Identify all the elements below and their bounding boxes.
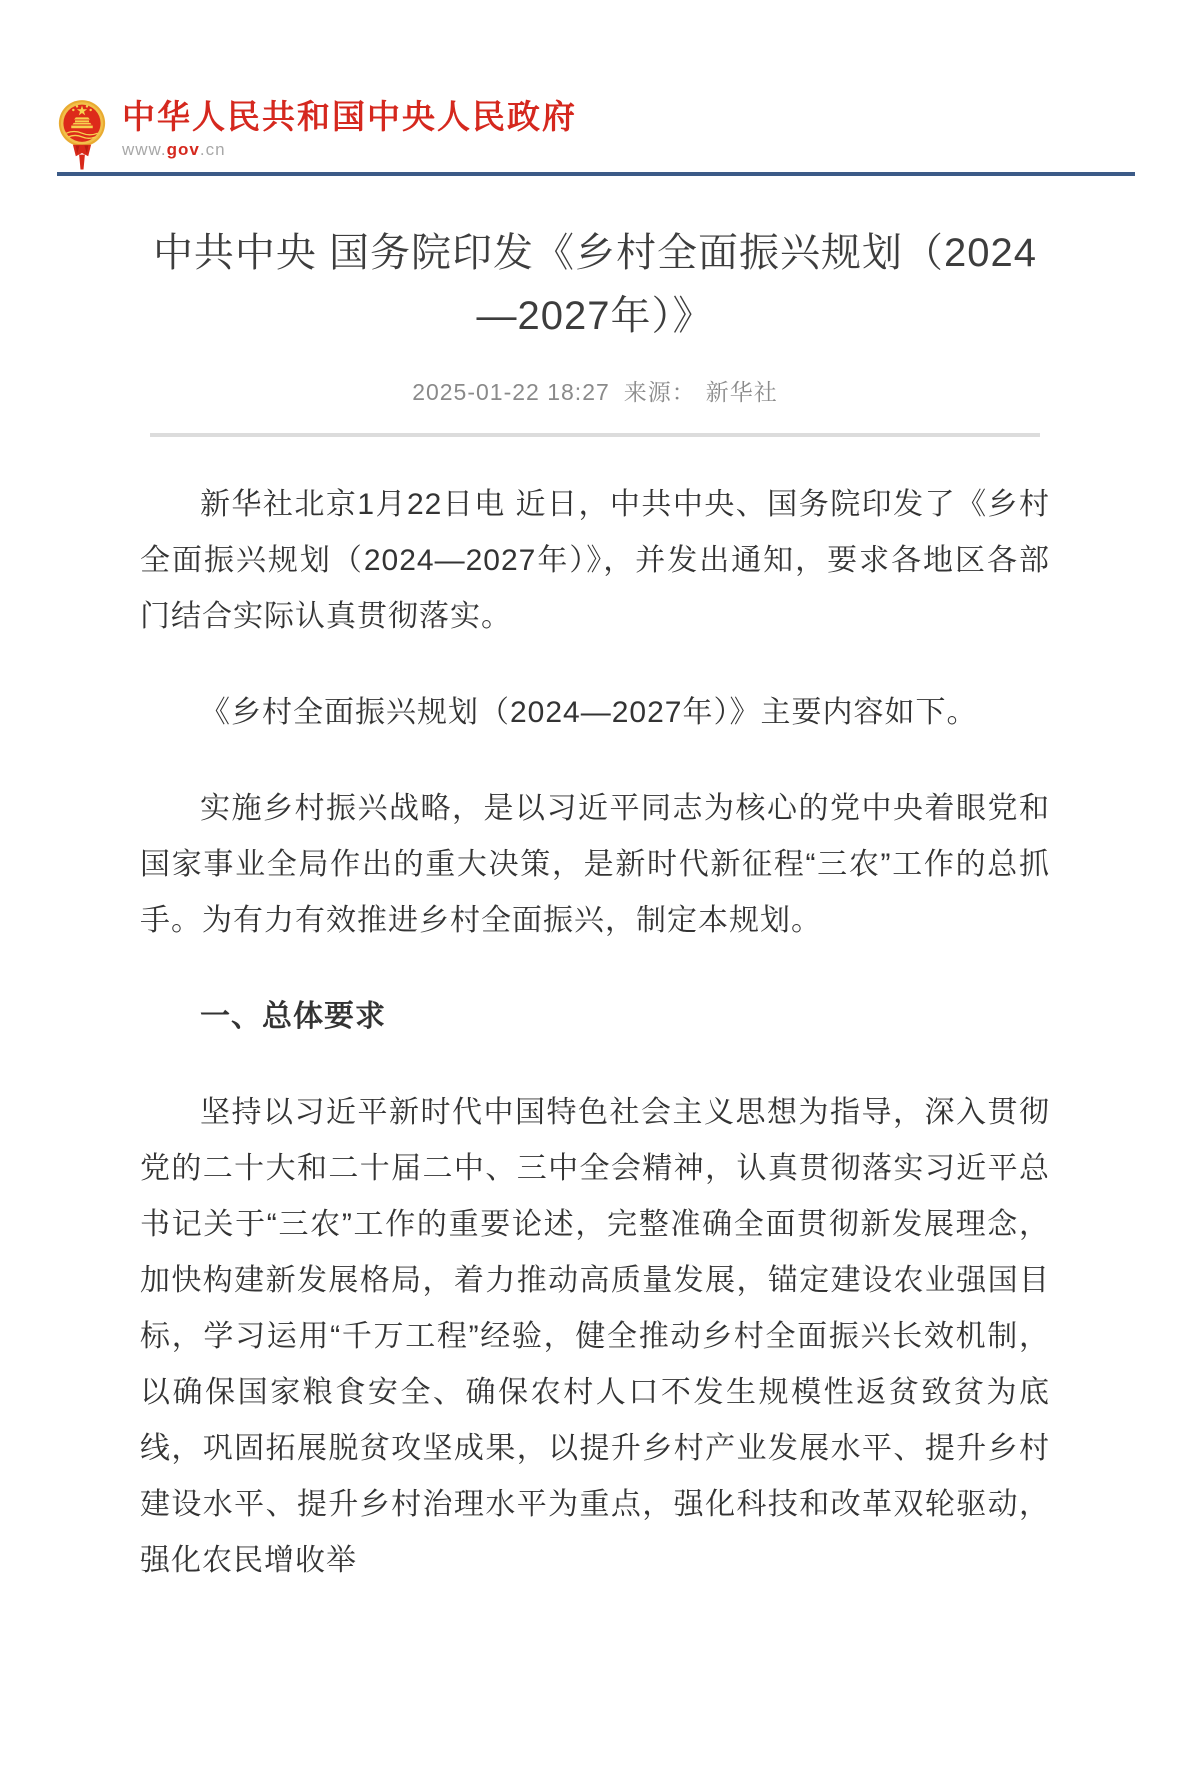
site-identity [122,96,577,160]
source-name: 新华社 [705,379,778,405]
paragraph: 新华社北京1月22日电 近日，中共中央、国务院印发了《乡村全面振兴规划（2024—2027年）》，并发出通知，要求各地区各部门结合实际认真贯彻落实。 [140,488,1050,633]
paragraph: 《乡村全面振兴规划（2024—2027年）》主要内容如下。 [200,696,978,729]
url-cn: .cn [199,140,226,159]
article [140,222,1050,1589]
publish-datetime: 2025-01-22 18:27 [412,379,610,405]
paragraph: 实施乡村振兴战略，是以习近平同志为核心的党中央着眼党和国家事业全局作出的重大决策，是新时代新征程“三农”工作的总抓手。为有力有效推进乡村全面振兴，制定本规划。 [140,792,1050,937]
article-meta [140,374,1050,407]
article-body [140,477,1050,1589]
section-heading: 一、总体要求 [200,1000,386,1033]
source-label: 来源： [623,379,696,405]
site-name[interactable]: 中华人民共和国中央人民政府 [122,98,577,135]
site-header [57,96,1190,172]
url-gov: gov [166,140,200,159]
national-emblem-icon[interactable] [57,96,107,172]
header-rule [57,172,1135,176]
url-www: www. [122,140,167,159]
article-title: 中共中央 国务院印发《乡村全面振兴规划（2024—2027年）》 [152,231,1038,338]
site-url[interactable] [122,140,577,160]
paragraph: 坚持以习近平新时代中国特色社会主义思想为指导，深入贯彻党的二十大和二十届二中、三中全会精神，认真贯彻落实习近平总书记关于“三农”工作的重要论述，完整准确全面贯彻新发展理念，加快构建新发展格局，着力推动高质量发展，锚定建设农业强国目标，学习运用“千万工程”经验，健全推动乡村全面振兴长效机制，以确保国家粮食安全、确保农村人口不发生规模性返贫致贫为底线，巩固拓展脱贫攻坚成果，以提升乡村产业发展水平、提升乡村建设水平、提升乡村治理水平为重点，强化科技和改革双轮驱动，强化农民增收举 [140,1096,1050,1577]
meta-divider [150,433,1040,437]
